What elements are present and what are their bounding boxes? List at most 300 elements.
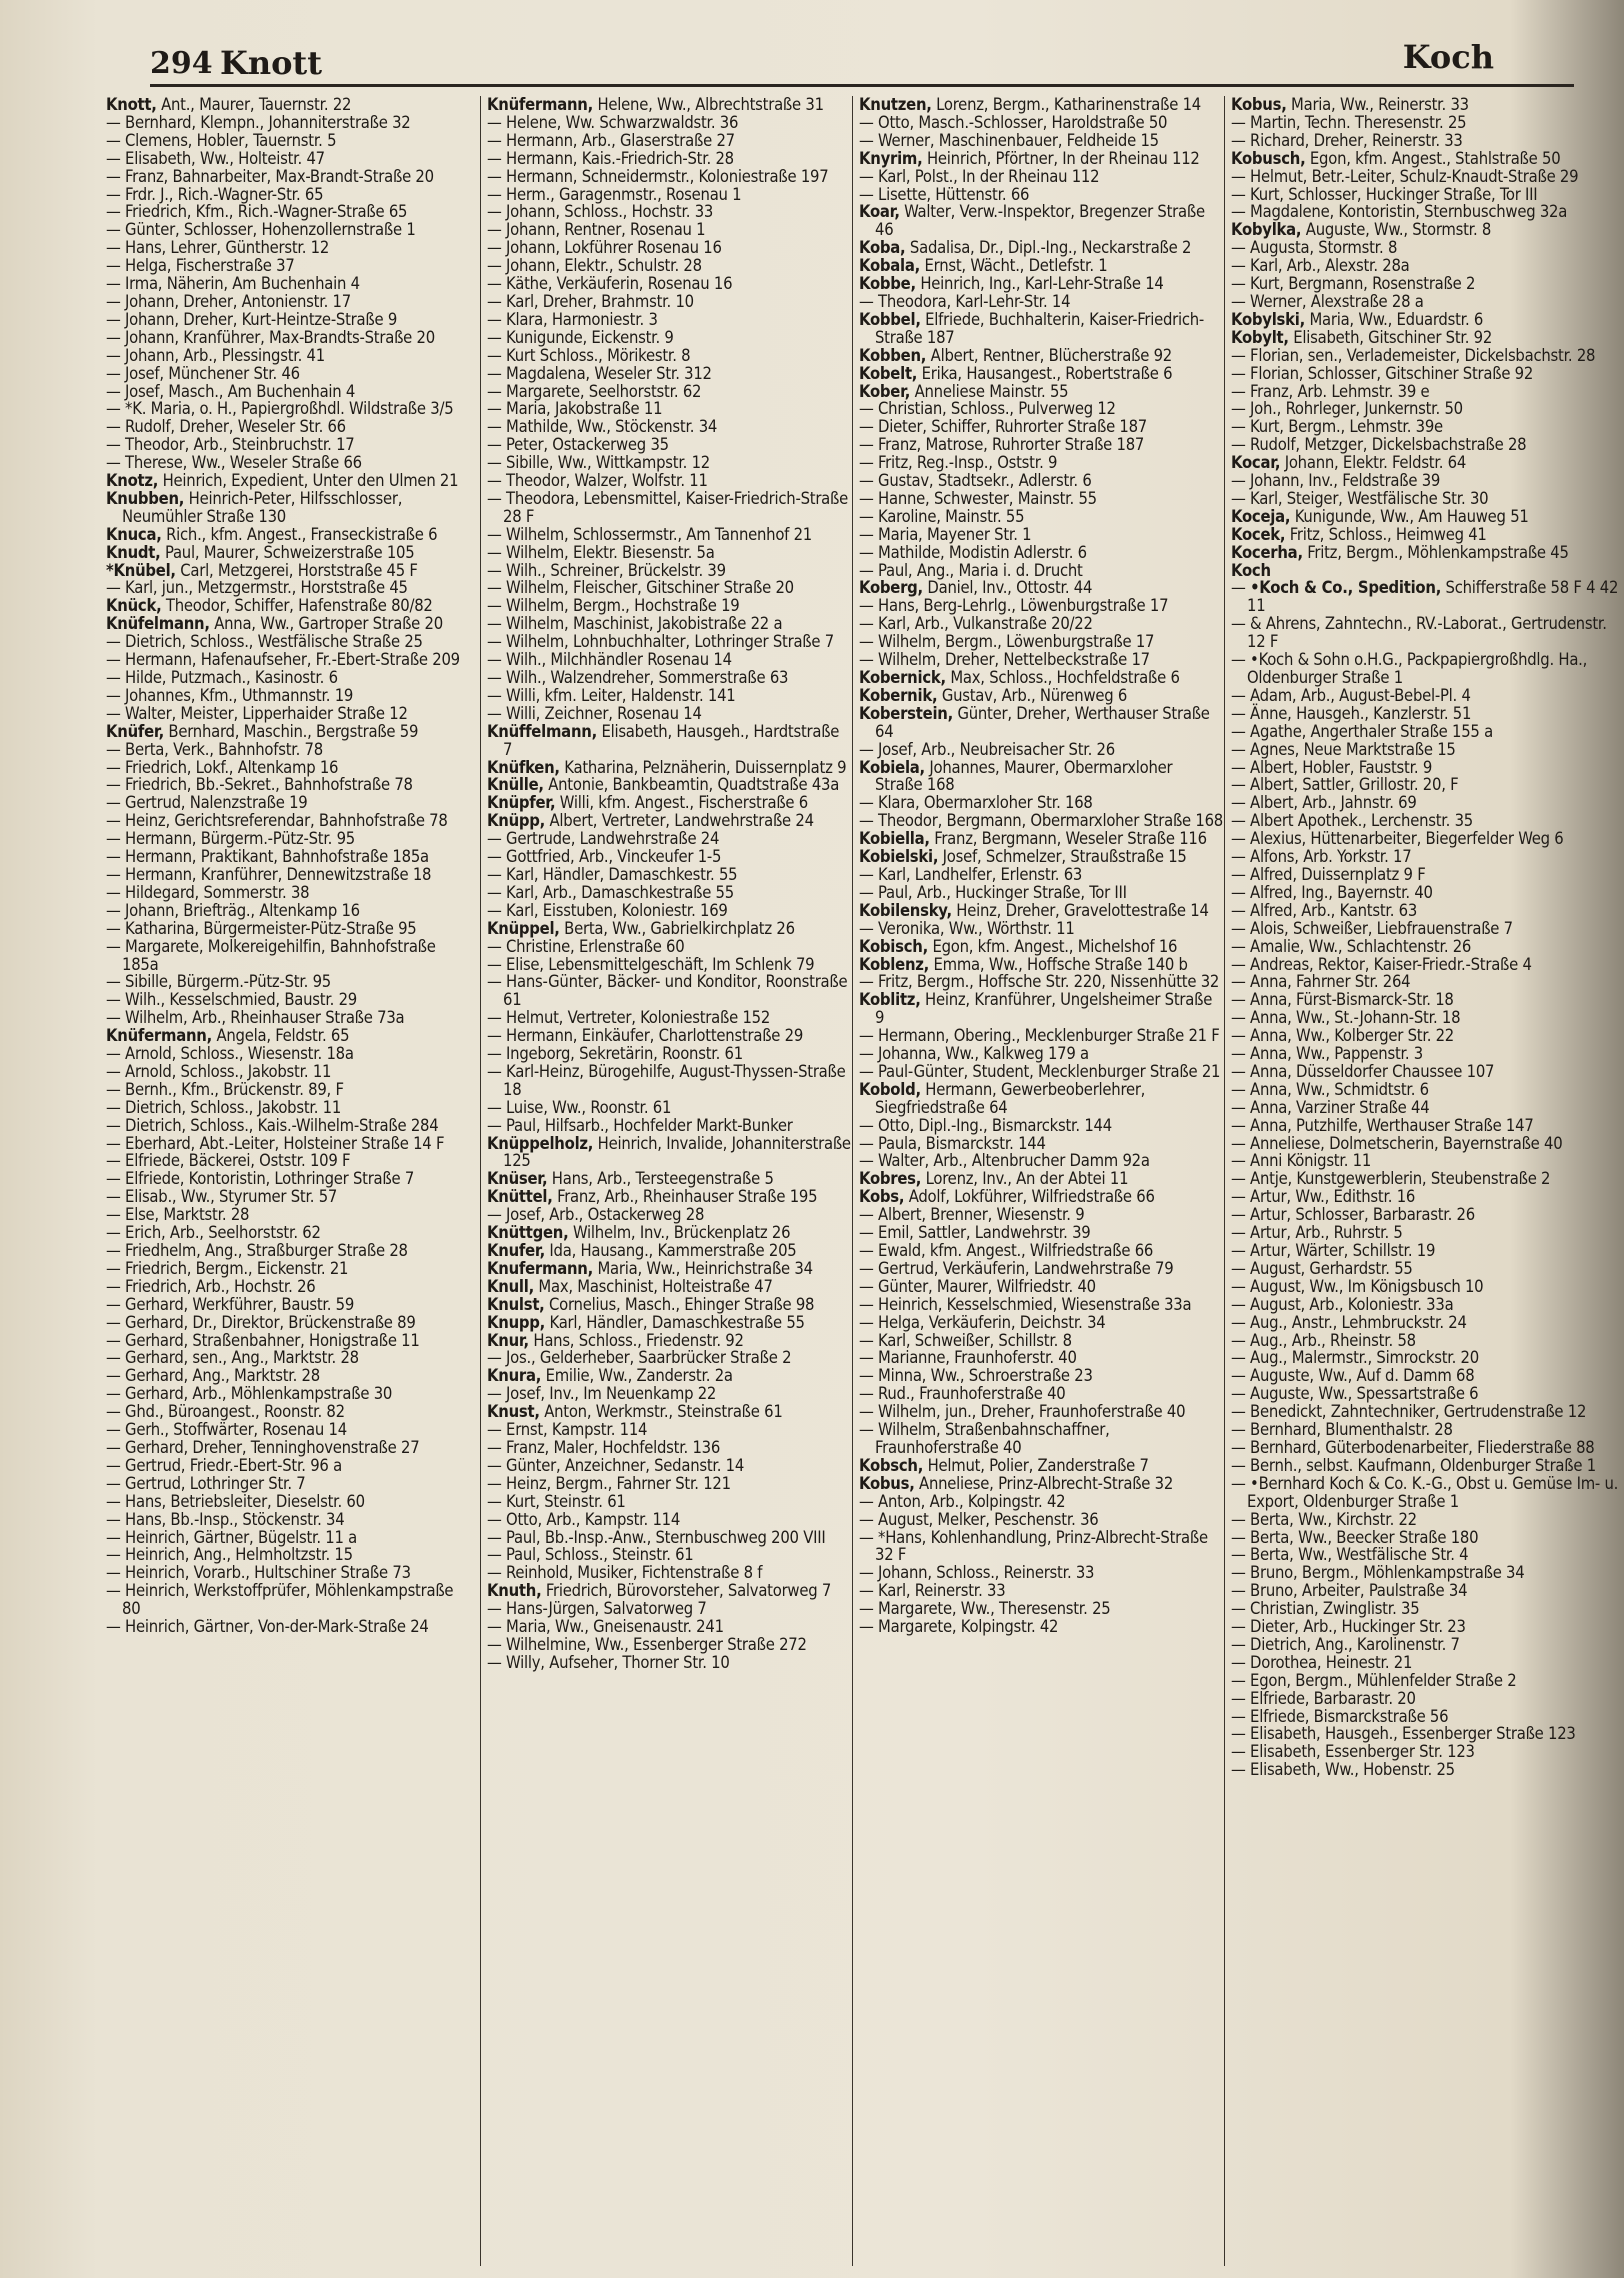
- directory-entry: Knüfermann, Helene, Ww., Albrechtstraße 31: [487, 96, 824, 114]
- directory-entry: — Anna, Ww., St.-Johann-Str. 18: [1231, 1008, 1461, 1028]
- directory-entry: — & Ahrens, Zahntechn., RV.-Laborat., Gertrudenstr. 12 F: [1231, 614, 1607, 652]
- directory-entry: — Gerhard, Dr., Direktor, Brückenstraße 89: [106, 1312, 416, 1332]
- directory-entry: Kocek, Fritz, Schloss., Heimweg 41: [1231, 524, 1487, 544]
- directory-entry: — Hilde, Putzmach., Kasinostr. 6: [106, 668, 338, 687]
- directory-entry: — Wilhelm, Bergm., Hochstraße 19: [487, 596, 740, 616]
- directory-entry: — Alexius, Hüttenarbeiter, Biegerfelder Weg 6: [1231, 829, 1564, 849]
- directory-entry: — Karl, Händler, Damaschkestr. 55: [487, 864, 738, 884]
- directory-entry: — Erich, Arb., Seelhorststr. 62: [106, 1223, 321, 1243]
- directory-entry: — Wilh., Walzendreher, Sommerstraße 63: [487, 668, 789, 687]
- directory-entry: — August, Ww., Im Königsbusch 10: [1231, 1276, 1484, 1296]
- directory-entry: — Wilh., Kesselschmied, Baustr. 29: [106, 990, 357, 1010]
- directory-entry: — Karl, Arb., Alexstr. 28a: [1231, 256, 1410, 276]
- directory-entry: — Wilhelm, Maschinist, Jakobistraße 22 a: [487, 614, 783, 634]
- directory-entry: — Kunigunde, Eickenstr. 9: [487, 327, 674, 347]
- directory-entry: — Franz, Matrose, Ruhrorter Straße 187: [859, 435, 1145, 455]
- directory-entry: Kobben, Albert, Rentner, Blücherstraße 92: [859, 345, 1172, 365]
- directory-entry: — Karl, Reinerstr. 33: [859, 1581, 1006, 1601]
- directory-entry: — Albert, Sattler, Grillostr. 20, F: [1231, 775, 1459, 795]
- directory-entry: Knüfermann, Angela, Feldstr. 65: [106, 1026, 350, 1046]
- directory-entry: — Günter, Schlosser, Hohenzollernstraße 1: [106, 220, 416, 240]
- directory-entry: — Auguste, Ww., Spessartstraße 6: [1231, 1384, 1479, 1404]
- directory-entry: — Albert, Hobler, Fauststr. 9: [1231, 757, 1433, 777]
- directory-entry: — Egon, Bergm., Mühlenfelder Straße 2: [1231, 1670, 1517, 1690]
- directory-entry: Kocar, Johann, Elektr. Feldstr. 64: [1231, 453, 1467, 473]
- directory-entry: — Ewald, kfm. Angest., Wilfriedstraße 66: [859, 1241, 1154, 1260]
- directory-entry: — Dieter, Arb., Huckinger Str. 23: [1231, 1617, 1466, 1637]
- directory-entry: — Gertrud, Friedr.-Ebert-Str. 96 a: [106, 1455, 342, 1475]
- directory-entry: — Wilhelm, Elektr. Biesenstr. 5a: [487, 542, 715, 562]
- directory-entry: — Wilhelm, Straßenbahnschaffner, Fraunhoferstraße 40: [859, 1420, 1110, 1457]
- directory-entry: — Maria, Ww., Gneisenaustr. 241: [487, 1617, 724, 1637]
- directory-entry: — Elfriede, Bismarckstraße 56: [1231, 1706, 1449, 1726]
- directory-entry: — Theodor, Bergmann, Obermarxloher Straße 168: [859, 811, 1223, 831]
- directory-entry: — Margarete, Molkereigehilfin, Bahnhofstraße 185a: [106, 936, 436, 974]
- directory-entry: — Christian, Schloss., Pulverweg 12: [859, 399, 1116, 419]
- directory-entry: — Gertrud, Nalenzstraße 19: [106, 793, 308, 813]
- directory-entry: — Hermann, Schneidermstr., Koloniestraße 197: [487, 166, 829, 186]
- directory-entry: — Gottfried, Arb., Vinckeufer 1-5: [487, 847, 722, 867]
- page-number: 294: [150, 46, 213, 81]
- directory-entry: Kobs, Adolf, Lokführer, Wilfriedstraße 66: [859, 1187, 1155, 1207]
- directory-entry: — Anna, Ww., Schmidtstr. 6: [1231, 1079, 1429, 1099]
- directory-entry: — Wilhelmine, Ww., Essenberger Straße 272: [487, 1634, 807, 1654]
- directory-entry: Kobus, Maria, Ww., Reinerstr. 33: [1231, 96, 1469, 114]
- directory-entry: — Reinhold, Musiker, Fichtenstraße 8 f: [487, 1563, 763, 1583]
- directory-entry: — Friedrich, Bb.-Sekret., Bahnhofstraße 78: [106, 775, 413, 795]
- directory-entry: — Luise, Ww., Roonstr. 61: [487, 1097, 672, 1117]
- directory-entry: Knufermann, Maria, Ww., Heinrichstraße 34: [487, 1258, 813, 1278]
- directory-entry: — Hanne, Schwester, Mainstr. 55: [859, 488, 1097, 508]
- directory-entry: — Arnold, Schloss., Wiesenstr. 18a: [106, 1044, 354, 1064]
- directory-entry: — Willy, Aufseher, Thorner Str. 10: [487, 1652, 730, 1672]
- directory-entry: — Gerhard, Straßenbahner, Honigstraße 11: [106, 1330, 420, 1350]
- directory-entry: — Johann, Kranführer, Max-Brandts-Straße 20: [106, 327, 435, 347]
- directory-entry: — Amalie, Ww., Schlachtenstr. 26: [1231, 936, 1472, 956]
- directory-entry: — Gerhard, Dreher, Tenninghovenstraße 27: [106, 1437, 420, 1457]
- directory-entry: Knüttgen, Wilhelm, Inv., Brückenplatz 26: [487, 1223, 791, 1243]
- directory-entry: — Willi, Zeichner, Rosenau 14: [487, 703, 702, 723]
- directory-entry: — August, Arb., Koloniestr. 33a: [1231, 1294, 1454, 1314]
- directory-entry: — Magdalene, Kontoristin, Sternbuschweg 32a: [1231, 202, 1568, 222]
- directory-entry: — Dietrich, Schloss., Kais.-Wilhelm-Straße 284: [106, 1115, 439, 1135]
- directory-entry: Knura, Emilie, Ww., Zanderstr. 2a: [487, 1366, 733, 1386]
- directory-entry: — Frdr. J., Rich.-Wagner-Str. 65: [106, 184, 324, 204]
- directory-entry: Knüppelholz, Heinrich, Invalide, Johanniterstraße 125: [487, 1133, 851, 1171]
- directory-entry: — Gerhard, Werkführer, Baustr. 59: [106, 1294, 355, 1314]
- directory-entry: — Rudolf, Dreher, Weseler Str. 66: [106, 417, 346, 437]
- directory-entry: — Walter, Meister, Lipperhaider Straße 12: [106, 703, 408, 723]
- directory-entry: — Elisabeth, Ww., Hobenstr. 25: [1231, 1760, 1455, 1780]
- directory-entry: — Wilhelm, Schlossermstr., Am Tannenhof 21: [487, 524, 812, 544]
- directory-entry: — •Koch & Sohn o.H.G., Packpapiergroßhdlg. Ha., Oldenburger Straße 1: [1231, 650, 1588, 687]
- directory-entry: — Elisabeth, Ww., Holteistr. 47: [106, 148, 325, 168]
- directory-entry: Knull, Max, Maschinist, Holteistraße 47: [487, 1276, 773, 1296]
- directory-entry: — Mathilde, Modistin Adlerstr. 6: [859, 542, 1087, 562]
- directory-entry: — Gertrud, Lothringer Str. 7: [106, 1473, 306, 1493]
- directory-entry: — Friedrich, Arb., Hochstr. 26: [106, 1276, 316, 1296]
- directory-entry: — Anton, Arb., Kolpingstr. 42: [859, 1491, 1066, 1511]
- directory-entry: — Johann, Schloss., Hochstr. 33: [487, 202, 714, 222]
- directory-entry: — Hermann, Einkäufer, Charlottenstraße 29: [487, 1026, 804, 1046]
- column-3: [852, 96, 1223, 2266]
- directory-entry: — Peter, Ostackerweg 35: [487, 435, 669, 455]
- directory-entry: — Alfred, Ing., Bayernstr. 40: [1231, 882, 1433, 902]
- directory-entry: — Elise, Lebensmittelgeschäft, Im Schlenk 79: [487, 954, 815, 974]
- directory-entry: Knur, Hans, Schloss., Friedenstr. 92: [487, 1330, 744, 1350]
- directory-entry: — Gerhard, Ang., Marktstr. 28: [106, 1366, 320, 1386]
- directory-entry: — Paul, Arb., Huckinger Straße, Tor III: [859, 882, 1127, 902]
- directory-entry: — Käthe, Verkäuferin, Rosenau 16: [487, 274, 733, 294]
- column-1: [106, 96, 470, 2266]
- directory-entry: Knotz, Heinrich, Expedient, Unter den Ulmen 21: [106, 471, 459, 491]
- directory-entry: — Hermann, Kais.-Friedrich-Str. 28: [487, 148, 734, 168]
- directory-entry: — Otto, Arb., Kampstr. 114: [487, 1509, 681, 1529]
- directory-entry: — Hans, Bb.-Insp., Stöckenstr. 34: [106, 1509, 345, 1529]
- directory-entry: — Friedrich, Lokf., Altenkamp 16: [106, 757, 339, 777]
- directory-entry: — Agnes, Neue Marktstraße 15: [1231, 739, 1456, 759]
- directory-entry: — Elisabeth, Essenberger Str. 123: [1231, 1742, 1475, 1762]
- running-head-left: Knott: [220, 44, 322, 82]
- directory-entry: — Fritz, Reg.-Insp., Oststr. 9: [859, 453, 1058, 473]
- directory-entry: — Theodora, Lebensmittel, Kaiser-Friedrich-Straße 28 F: [487, 488, 848, 526]
- directory-entry: — Aug., Arb., Rheinstr. 58: [1231, 1330, 1416, 1350]
- directory-entry: — Helmut, Vertreter, Koloniestraße 152: [487, 1008, 771, 1028]
- directory-entry: — Rudolf, Metzger, Dickelsbachstraße 28: [1231, 435, 1527, 455]
- directory-entry: — Hermann, Hafenaufseher, Fr.-Ebert-Straße 209: [106, 650, 460, 670]
- directory-entry: — Wilh., Schreiner, Brückelstr. 39: [487, 560, 726, 580]
- directory-entry: — Anna, Putzhilfe, Werthauser Straße 147: [1231, 1115, 1534, 1135]
- directory-entry: — Artur, Schlosser, Barbarastr. 26: [1231, 1205, 1475, 1225]
- directory-entry: Kobbel, Elfriede, Buchhalterin, Kaiser-Friedrich-Straße 187: [859, 309, 1205, 347]
- directory-entry: Kobylski, Maria, Ww., Eduardstr. 6: [1231, 309, 1484, 329]
- directory-entry: — Paul-Günter, Student, Mecklenburger Straße 21: [859, 1061, 1221, 1081]
- directory-entry: Koblenz, Emma, Ww., Hoffsche Straße 140 b: [859, 954, 1188, 974]
- directory-entry: — Maria, Mayener Str. 1: [859, 524, 1032, 544]
- directory-entry: — Berta, Ww., Kirchstr. 22: [1231, 1509, 1417, 1529]
- directory-entry: — Dietrich, Schloss., Westfälische Straße 25: [106, 632, 423, 652]
- directory-entry: — Paula, Bismarckstr. 144: [859, 1133, 1046, 1153]
- directory-entry: Kobylka, Auguste, Ww., Stormstr. 8: [1231, 220, 1492, 240]
- directory-entry: Kober, Anneliese Mainstr. 55: [859, 381, 1069, 401]
- directory-entry: — Margarete, Kolpingstr. 42: [859, 1617, 1059, 1637]
- directory-entry: Knuth, Friedrich, Bürovorsteher, Salvatorweg 7: [487, 1581, 832, 1601]
- directory-entry: — Josef, Arb., Ostackerweg 28: [487, 1205, 705, 1225]
- directory-entry: — Elfriede, Barbarastr. 20: [1231, 1688, 1416, 1708]
- directory-entry: — Franz, Maler, Hochfeldstr. 136: [487, 1437, 721, 1457]
- directory-entry: — Wilhelm, Arb., Rheinhauser Straße 73a: [106, 1008, 405, 1028]
- directory-entry: — Hans-Günter, Bäcker- und Konditor, Roonstraße 61: [487, 972, 848, 1010]
- directory-entry: — Gertrude, Landwehrstraße 24: [487, 829, 720, 849]
- directory-entry: — Josef, Inv., Im Neuenkamp 22: [487, 1384, 717, 1404]
- directory-entry: — Alfons, Arb. Yorkstr. 17: [1231, 847, 1412, 867]
- directory-entry: Knufer, Ida, Hausang., Kammerstraße 205: [487, 1241, 797, 1260]
- directory-entry: — Änne, Hausgeh., Kanzlerstr. 51: [1231, 703, 1472, 723]
- directory-entry: Koberg, Daniel, Inv., Ottostr. 44: [859, 578, 1093, 598]
- directory-entry: — •Koch & Co., Spedition, Schifferstraße 58 F 4 42 11: [1231, 578, 1619, 616]
- directory-entry: Kobus, Anneliese, Prinz-Albrecht-Straße 32: [859, 1473, 1174, 1493]
- directory-entry: — Martin, Techn. Theresenstr. 25: [1231, 112, 1467, 132]
- directory-entry: — Werner, Alexstraße 28 a: [1231, 291, 1424, 311]
- directory-entry: — Karl, Schweißer, Schillstr. 8: [859, 1330, 1072, 1350]
- directory-entry: — Johann, Lokführer Rosenau 16: [487, 238, 722, 258]
- directory-entry: Knüfken, Katharina, Pelznäherin, Duissernplatz 9: [487, 757, 847, 777]
- directory-entry: — Gerhard, sen., Ang., Marktstr. 28: [106, 1348, 359, 1368]
- directory-entry: — Anni Königstr. 11: [1231, 1151, 1372, 1171]
- directory-entry: — Karl, Arb., Damaschkestraße 55: [487, 882, 734, 902]
- directory-entry: Knüpp, Albert, Vertreter, Landwehrstraße 24: [487, 811, 814, 831]
- directory-entry: — Magdalena, Weseler Str. 312: [487, 363, 712, 383]
- directory-entry: — Anna, Ww., Kolberger Str. 22: [1231, 1026, 1455, 1046]
- directory-entry: — Helga, Fischerstraße 37: [106, 256, 295, 276]
- directory-entry: — Karl, Dreher, Brahmstr. 10: [487, 291, 694, 311]
- directory-entry: — Johann, Elektr., Schulstr. 28: [487, 256, 702, 276]
- directory-entry: — Bernh., selbst. Kaufmann, Oldenburger Straße 1: [1231, 1455, 1596, 1475]
- directory-entry: — Theodor, Walzer, Wolfstr. 11: [487, 471, 708, 491]
- directory-entry: — Irma, Näherin, Am Buchenhain 4: [106, 274, 360, 294]
- directory-entry: — Rud., Fraunhoferstraße 40: [859, 1384, 1066, 1404]
- directory-entry: — Heinrich, Gärtner, Von-der-Mark-Straße 24: [106, 1617, 429, 1637]
- directory-entry: — Aug., Anstr., Lehmbruckstr. 24: [1231, 1312, 1467, 1332]
- directory-entry: — Paul, Schloss., Steinstr. 61: [487, 1545, 694, 1565]
- directory-entry: *Knübel, Carl, Metzgerei, Horststraße 45 F: [106, 560, 418, 580]
- directory-entry: — Bernhard, Blumenthalstr. 28: [1231, 1420, 1453, 1440]
- directory-entry: — Klara, Obermarxloher Str. 168: [859, 793, 1093, 813]
- directory-entry: — Wilhelm, Dreher, Nettelbeckstraße 17: [859, 650, 1150, 670]
- directory-entry: Knüser, Hans, Arb., Tersteegenstraße 5: [487, 1169, 774, 1189]
- directory-entry: Kobbe, Heinrich, Ing., Karl-Lehr-Straße 14: [859, 274, 1164, 294]
- directory-entry: Kocerha, Fritz, Bergm., Möhlenkampstraße 45: [1231, 542, 1569, 562]
- directory-entry: — Andreas, Rektor, Kaiser-Friedr.-Straße 4: [1231, 954, 1532, 974]
- directory-entry: — Else, Marktstr. 28: [106, 1205, 250, 1225]
- directory-entry: — Jos., Gelderheber, Saarbrücker Straße 2: [487, 1348, 792, 1368]
- directory-entry: Knubben, Heinrich-Peter, Hilfsschlosser, Neumühler Straße 130: [106, 488, 403, 526]
- directory-entry: — Günter, Anzeichner, Sedanstr. 14: [487, 1455, 745, 1475]
- directory-entry: — Albert, Brenner, Wiesenstr. 9: [859, 1205, 1085, 1225]
- directory-entry: — Werner, Maschinenbauer, Feldheide 15: [859, 130, 1159, 150]
- directory-entry: — Ingeborg, Sekretärin, Roonstr. 61: [487, 1044, 743, 1064]
- directory-entry: — Hermann, Bürgerm.-Pütz-Str. 95: [106, 829, 355, 849]
- directory-entry: — Hermann, Arb., Glaserstraße 27: [487, 130, 735, 150]
- directory-entry: — Johann, Dreher, Antonienstr. 17: [106, 291, 351, 311]
- directory-entry: — Friedhelm, Ang., Straßburger Straße 28: [106, 1241, 408, 1260]
- directory-entry: Koch: [1231, 560, 1271, 580]
- directory-entry: — Heinrich, Werkstoffprüfer, Möhlenkampstraße 80: [106, 1581, 454, 1619]
- directory-entry: — Sibille, Bürgerm.-Pütz-Str. 95: [106, 972, 331, 992]
- directory-entry: — Marianne, Fraunhoferstr. 40: [859, 1348, 1077, 1368]
- directory-entry: — Ernst, Kampstr. 114: [487, 1420, 648, 1440]
- directory-entry: — Elisabeth, Hausgeh., Essenberger Straße 123: [1231, 1724, 1576, 1744]
- directory-entry: — Albert Apothek., Lerchenstr. 35: [1231, 811, 1473, 831]
- directory-entry: — Antje, Kunstgewerblerin, Steubenstraße 2: [1231, 1169, 1551, 1189]
- directory-entry: Knüfelmann, Anna, Ww., Gartroper Straße 20: [106, 614, 443, 634]
- directory-entry: — Therese, Ww., Weseler Straße 66: [106, 453, 362, 473]
- directory-entry: — Lisette, Hüttenstr. 66: [859, 184, 1030, 204]
- directory-entry: — Heinrich, Kesselschmied, Wiesenstraße 33a: [859, 1294, 1192, 1314]
- directory-entry: — Hildegard, Sommerstr. 38: [106, 882, 310, 902]
- directory-entry: — Friedrich, Kfm., Rich.-Wagner-Straße 65: [106, 202, 408, 222]
- directory-entry: — Margarete, Ww., Theresenstr. 25: [859, 1599, 1111, 1619]
- directory-entry: Knüffelmann, Elisabeth, Hausgeh., Hardtstraße 7: [487, 721, 840, 759]
- directory-entry: — Hans, Berg-Lehrlg., Löwenburgstraße 17: [859, 596, 1169, 616]
- directory-entry: Knülle, Antonie, Bankbeamtin, Quadtstraße 43a: [487, 775, 840, 795]
- directory-entry: — Arnold, Schloss., Jakobstr. 11: [106, 1061, 332, 1081]
- directory-entry: — Berta, Verk., Bahnhofstr. 78: [106, 739, 323, 759]
- directory-entry: — Herm., Garagenmstr., Rosenau 1: [487, 184, 742, 204]
- directory-entry: — Anna, Fahrner Str. 264: [1231, 972, 1411, 992]
- directory-entry: — Adam, Arb., August-Bebel-Pl. 4: [1231, 685, 1471, 705]
- directory-entry: — Christian, Zwinglistr. 35: [1231, 1599, 1420, 1619]
- directory-entry: — Albert, Arb., Jahnstr. 69: [1231, 793, 1417, 813]
- directory-entry: — Karl, Arb., Vulkanstraße 20/22: [859, 614, 1093, 634]
- directory-entry: — Wilhelm, Lohnbuchhalter, Lothringer Straße 7: [487, 632, 834, 652]
- directory-entry: — Günter, Maurer, Wilfriedstr. 40: [859, 1276, 1096, 1296]
- directory-entry: — Helene, Ww. Schwarzwaldstr. 36: [487, 112, 739, 132]
- directory-entry: — Heinz, Gerichtsreferendar, Bahnhofstraße 78: [106, 811, 448, 831]
- directory-entry: — Johanna, Ww., Kalkweg 179 a: [859, 1044, 1089, 1064]
- directory-entry: — Bruno, Arbeiter, Paulstraße 34: [1231, 1581, 1468, 1601]
- directory-entry: — Karl, Eisstuben, Koloniestr. 169: [487, 900, 728, 920]
- directory-entry: Knuca, Rich., kfm. Angest., Franseckistraße 6: [106, 524, 438, 544]
- running-head-right: Koch: [1402, 38, 1494, 76]
- directory-entry: Knüppel, Berta, Ww., Gabrielkirchplatz 26: [487, 918, 795, 938]
- directory-entry: — Paul, Ang., Maria i. d. Drucht: [859, 560, 1083, 580]
- directory-entry: — Johannes, Kfm., Uthmannstr. 19: [106, 685, 354, 705]
- directory-entry: — Kurt, Bergm., Lehmstr. 39e: [1231, 417, 1443, 437]
- directory-entry: Kobielski, Josef, Schmelzer, Straußstraße 15: [859, 847, 1187, 867]
- directory-entry: Kobold, Hermann, Gewerbeoberlehrer, Siegfriedstraße 64: [859, 1079, 1146, 1117]
- directory-entry: Knudt, Paul, Maurer, Schweizerstraße 105: [106, 542, 415, 562]
- directory-entry: — Heinrich, Vorarb., Hultschiner Straße 73: [106, 1563, 411, 1583]
- directory-entry: — Franz, Bahnarbeiter, Max-Brandt-Straße 20: [106, 166, 434, 186]
- column-4: [1224, 96, 1621, 2266]
- directory-entry: Knüfer, Bernhard, Maschin., Bergstraße 59: [106, 721, 419, 741]
- directory-entry: — •Bernhard Koch & Co. K.-G., Obst u. Gemüse Im- u. Export, Oldenburger Straße 1: [1231, 1473, 1619, 1511]
- column-2: [480, 96, 851, 2266]
- directory-entry: — Johann, Briefträg., Altenkamp 16: [106, 900, 360, 920]
- directory-entry: — Kurt, Bergmann, Rosenstraße 2: [1231, 274, 1476, 294]
- directory-entry: — Elfriede, Bäckerei, Oststr. 109 F: [106, 1151, 351, 1171]
- directory-entry: — Theodora, Karl-Lehr-Str. 14: [859, 291, 1071, 311]
- directory-entry: — Josef, Münchener Str. 46: [106, 363, 300, 383]
- directory-entry: — Elisab., Ww., Styrumer Str. 57: [106, 1187, 338, 1207]
- directory-entry: — Kurt Schloss., Mörikestr. 8: [487, 345, 691, 365]
- directory-entry: — Alfred, Duissernplatz 9 F: [1231, 864, 1426, 884]
- directory-entry: — Anna, Ww., Pappenstr. 3: [1231, 1044, 1423, 1064]
- directory-entry: — Gertrud, Verkäuferin, Landwehrstraße 79: [859, 1258, 1174, 1278]
- directory-entry: Knulst, Cornelius, Masch., Ehinger Straße 98: [487, 1294, 815, 1314]
- directory-entry: — Hermann, Obering., Mecklenburger Straße 21 F: [859, 1026, 1220, 1046]
- directory-entry: — Sibille, Ww., Wittkampstr. 12: [487, 453, 710, 473]
- directory-entry: Knott, Ant., Maurer, Tauernstr. 22: [106, 96, 352, 114]
- directory-entry: — Agathe, Angerthaler Straße 155 a: [1231, 721, 1493, 741]
- directory-entry: — *K. Maria, o. H., Papiergroßhdl. Wildstraße 3/5: [106, 399, 454, 419]
- directory-entry: — Karl-Heinz, Bürogehilfe, August-Thyssen-Straße 18: [487, 1061, 846, 1099]
- directory-entry: — Margarete, Seelhorststr. 62: [487, 381, 702, 401]
- directory-entry: — Artur, Arb., Ruhrstr. 5: [1231, 1223, 1403, 1243]
- directory-entry: — Hans, Betriebsleiter, Dieselstr. 60: [106, 1491, 365, 1511]
- directory-entry: — Johann, Arb., Plessingstr. 41: [106, 345, 325, 365]
- directory-entry: — Heinz, Bergm., Fahrner Str. 121: [487, 1473, 731, 1493]
- directory-entry: Kobsch, Helmut, Polier, Zanderstraße 7: [859, 1455, 1149, 1475]
- directory-entry: Knust, Anton, Werkmstr., Steinstraße 61: [487, 1402, 783, 1422]
- directory-entry: — Heinrich, Gärtner, Bügelstr. 11 a: [106, 1527, 357, 1547]
- directory-entry: Kobernick, Max, Schloss., Hochfeldstraße 6: [859, 668, 1180, 687]
- directory-entry: Kobusch, Egon, kfm. Angest., Stahlstraße 50: [1231, 148, 1561, 168]
- directory-entry: — Walter, Arb., Altenbrucher Damm 92a: [859, 1151, 1150, 1171]
- directory-entry: — Florian, Schlosser, Gitschiner Straße 92: [1231, 363, 1534, 383]
- directory-entry: Kobylt, Elisabeth, Gitschiner Str. 92: [1231, 327, 1493, 347]
- directory-entry: — Heinrich, Ang., Helmholtzstr. 15: [106, 1545, 353, 1565]
- directory-entry: — Karl, Landhelfer, Erlenstr. 63: [859, 864, 1083, 884]
- directory-entry: Kobala, Ernst, Wächt., Detlefstr. 1: [859, 256, 1108, 276]
- directory-entry: Kobiella, Franz, Bergmann, Weseler Straße 116: [859, 829, 1207, 849]
- directory-entry: — Wilhelm, jun., Dreher, Fraunhoferstraße 40: [859, 1402, 1186, 1422]
- directory-entry: — Wilhelm, Bergm., Löwenburgstraße 17: [859, 632, 1155, 652]
- directory-entry: — Bernhard, Klempn., Johanniterstraße 32: [106, 112, 411, 132]
- directory-entry: — Gerh., Stoffwärter, Rosenau 14: [106, 1420, 347, 1440]
- directory-entry: — Wilh., Milchhändler Rosenau 14: [487, 650, 732, 670]
- directory-entry: — Helmut, Betr.-Leiter, Schulz-Knaudt-Straße 29: [1231, 166, 1579, 186]
- directory-entry: — Johann, Inv., Feldstraße 39: [1231, 471, 1441, 491]
- directory-entry: — Dorothea, Heinestr. 21: [1231, 1652, 1413, 1672]
- directory-entry: — Berta, Ww., Westfälische Str. 4: [1231, 1545, 1469, 1565]
- directory-entry: — Josef, Masch., Am Buchenhain 4: [106, 381, 356, 401]
- directory-entry: — Richard, Dreher, Reinerstr. 33: [1231, 130, 1463, 150]
- directory-entry: — Auguste, Ww., Auf d. Damm 68: [1231, 1366, 1475, 1386]
- directory-entry: — Bernhard, Güterbodenarbeiter, Fliederstraße 88: [1231, 1437, 1595, 1457]
- directory-entry: — Bruno, Bergm., Möhlenkampstraße 34: [1231, 1563, 1525, 1583]
- directory-entry: — *Hans, Kohlenhandlung, Prinz-Albrecht-Straße 32 F: [859, 1527, 1208, 1565]
- directory-entry: — Johann, Schloss., Reinerstr. 33: [859, 1563, 1095, 1583]
- directory-entry: — Maria, Jakobstraße 11: [487, 399, 663, 419]
- directory-entry: — Helga, Verkäuferin, Deichstr. 34: [859, 1312, 1106, 1332]
- directory-entry: — Alois, Schweißer, Liebfrauenstraße 7: [1231, 918, 1513, 938]
- directory-entry: — Hans-Jürgen, Salvatorweg 7: [487, 1599, 707, 1619]
- directory-entry: Kobelt, Erika, Hausangest., Robertstraße 6: [859, 363, 1173, 383]
- directory-entry: — Emil, Sattler, Landwehrstr. 39: [859, 1223, 1091, 1243]
- directory-entry: — Gerhard, Arb., Möhlenkampstraße 30: [106, 1384, 393, 1404]
- directory-entry: — Benedickt, Zahntechniker, Gertrudenstraße 12: [1231, 1402, 1587, 1422]
- directory-entry: — Veronika, Ww., Wörthstr. 11: [859, 918, 1075, 938]
- directory-entry: — Willi, kfm. Leiter, Haldenstr. 141: [487, 685, 736, 705]
- directory-entry: — Dietrich, Schloss., Jakobstr. 11: [106, 1097, 342, 1117]
- directory-entry: — Kurt, Steinstr. 61: [487, 1491, 626, 1511]
- directory-entry: — Karoline, Mainstr. 55: [859, 506, 1025, 526]
- directory-entry: Kobres, Lorenz, Inv., An der Abtei 11: [859, 1169, 1129, 1189]
- directory-entry: — Minna, Ww., Schroerstraße 23: [859, 1366, 1093, 1386]
- directory-entry: Koar, Walter, Verw.-Inspektor, Bregenzer Straße 46: [859, 202, 1205, 240]
- directory-entry: — Karl, jun., Metzgermstr., Horststraße 45: [106, 578, 408, 598]
- directory-entry: — Friedrich, Bergm., Eickenstr. 21: [106, 1258, 349, 1278]
- directory-entry: Knück, Theodor, Schiffer, Hafenstraße 80/82: [106, 596, 433, 616]
- directory-entry: — Clemens, Hobler, Tauernstr. 5: [106, 130, 337, 150]
- page-header: [150, 38, 1574, 87]
- directory-entry: Knüttel, Franz, Arb., Rheinhauser Straße 195: [487, 1187, 818, 1207]
- directory-entry: Koceja, Kunigunde, Ww., Am Hauweg 51: [1231, 506, 1529, 526]
- directory-entry: — Kurt, Schlosser, Huckinger Straße, Tor III: [1231, 184, 1538, 204]
- directory-entry: — Fritz, Bergm., Hoffsche Str. 220, Nissenhütte 32: [859, 972, 1220, 992]
- directory-entry: Knupp, Karl, Händler, Damaschkestraße 55: [487, 1312, 805, 1332]
- directory-entry: Kobiela, Johannes, Maurer, Obermarxloher Straße 168: [859, 757, 1173, 795]
- directory-entry: — Artur, Ww., Edithstr. 16: [1231, 1187, 1416, 1207]
- directory-entry: — Dietrich, Ang., Karolinenstr. 7: [1231, 1634, 1460, 1654]
- directory-entry: — Wilhelm, Fleischer, Gitschiner Straße 20: [487, 578, 794, 598]
- directory-entry: — Joh., Rohrleger, Junkernstr. 50: [1231, 399, 1463, 419]
- directory-entry: — Anna, Düsseldorfer Chaussee 107: [1231, 1061, 1495, 1081]
- directory-entry: — Aug., Malermstr., Simrockstr. 20: [1231, 1348, 1479, 1368]
- directory-entry: — Paul, Bb.-Insp.-Anw., Sternbuschweg 200 VIII: [487, 1527, 826, 1547]
